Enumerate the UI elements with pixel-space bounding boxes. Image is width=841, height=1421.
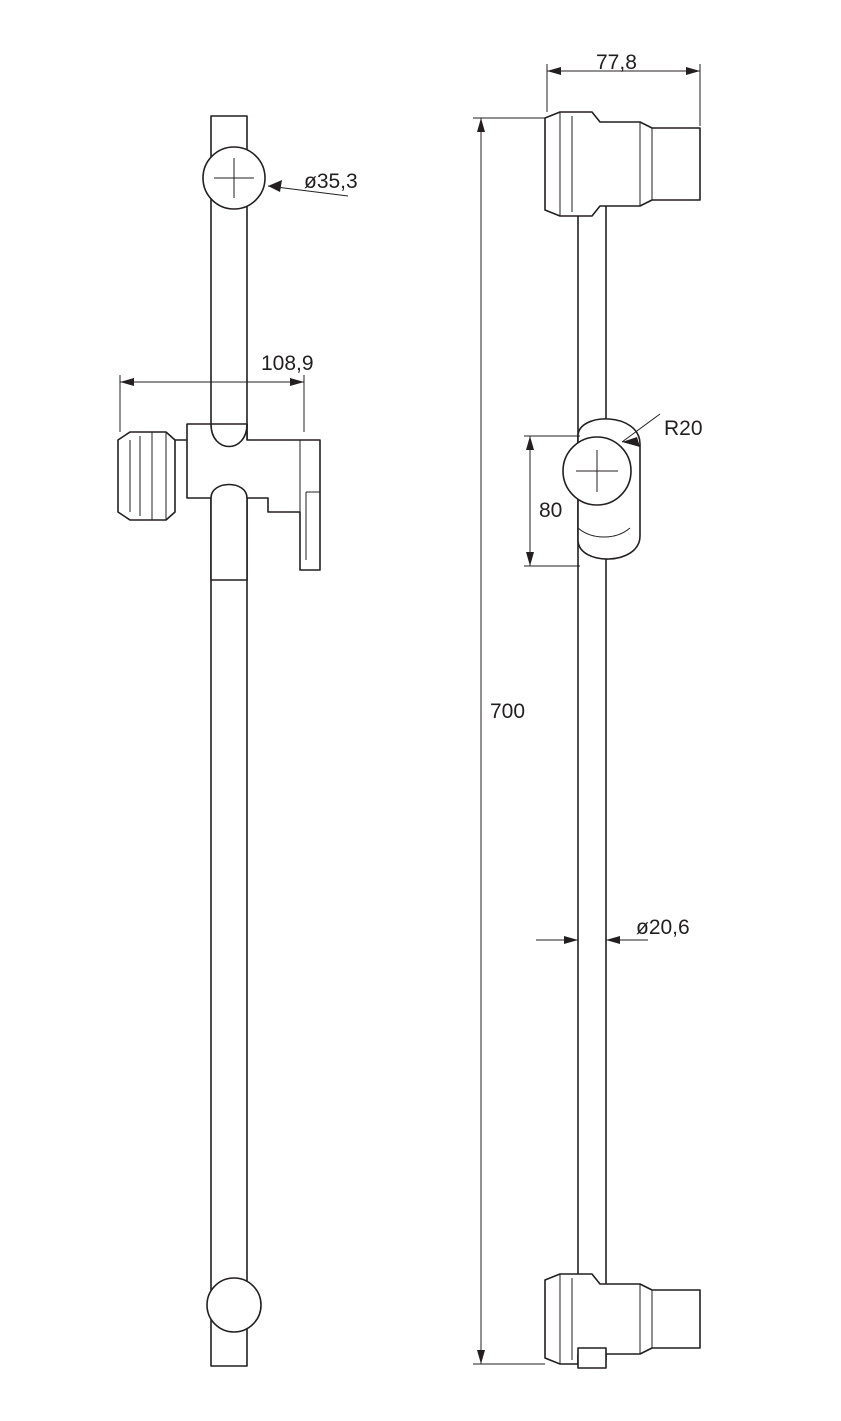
front-view-rail xyxy=(211,116,247,1366)
dim-label-77-8: 77,8 xyxy=(596,51,637,74)
dim-label-80: 80 xyxy=(539,499,563,522)
front-view xyxy=(118,116,348,1366)
dim-label-dia-20-6: ø20,6 xyxy=(636,916,690,939)
dim-700 xyxy=(473,118,545,1364)
front-view-bottom-knob xyxy=(207,1278,261,1332)
side-view-bottom-bracket xyxy=(545,1274,700,1368)
dim-label-108-9: 108,9 xyxy=(261,352,314,375)
dim-label-r20: R20 xyxy=(664,417,703,440)
front-view-holder-body xyxy=(118,424,320,580)
dim-label-dia-35-3: ø35,3 xyxy=(304,170,358,193)
side-view-rail xyxy=(578,130,606,1360)
dim-label-700: 700 xyxy=(490,700,526,723)
front-view-top-knob xyxy=(203,147,265,209)
side-view-top-bracket xyxy=(545,112,700,216)
